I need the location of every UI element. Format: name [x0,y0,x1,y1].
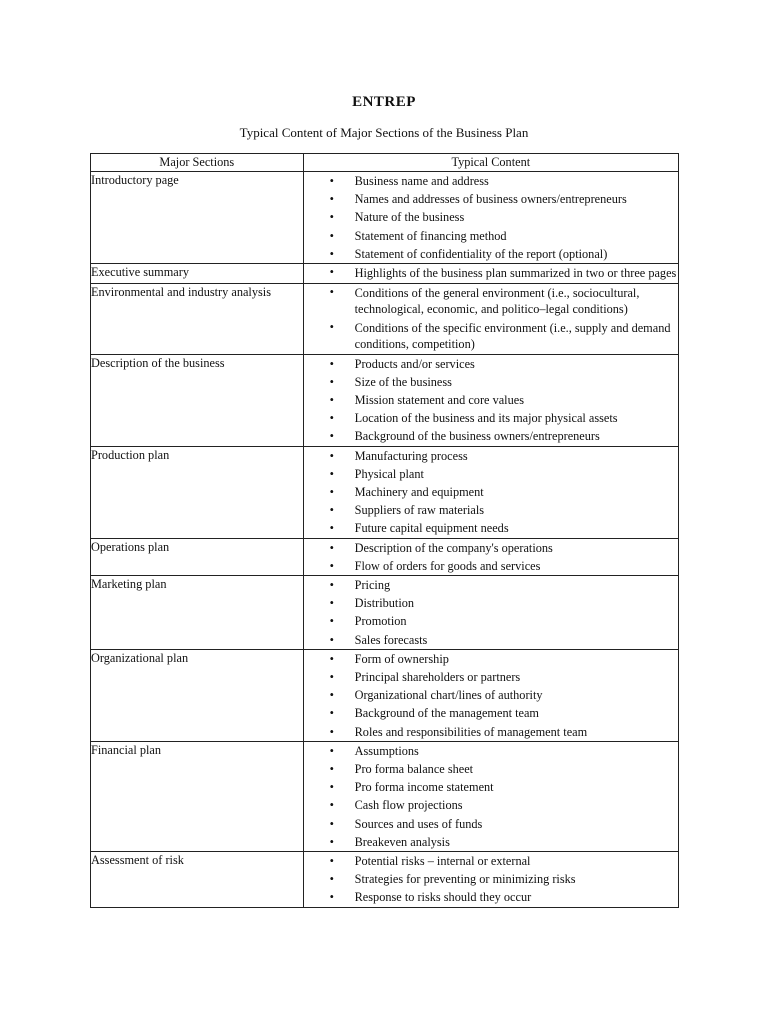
list-item: • Products and/or services [355,355,678,373]
list-item: • Promotion [355,612,678,630]
table-header-row [91,154,679,172]
section-name: Organizational plan [91,649,304,741]
content-list [304,852,678,907]
list-item: • Flow of orders for goods and services [355,557,678,575]
list-item: • Form of ownership [355,650,678,668]
section-content [303,538,678,575]
content-list [304,172,678,263]
table-row [91,354,679,446]
list-item: • Business name and address [355,172,678,190]
list-item: • Background of the business owners/entrepreneurs [355,427,678,445]
table-row [91,446,679,538]
content-list [304,284,678,354]
content-list [304,742,678,851]
document-subtitle: Typical Content of Major Sections of the Business Plan [239,125,529,140]
table-row [91,741,679,851]
section-name: Environmental and industry analysis [91,283,304,354]
list-item: • Pro forma income statement [355,778,678,796]
section-content [303,649,678,741]
section-content [303,852,678,908]
section-content [303,264,678,284]
column-header-major-sections: Major Sections [91,154,304,172]
list-item: • Location of the business and its major physical assets [355,409,678,427]
list-item: • Physical plant [355,465,678,483]
list-item: • Manufacturing process [355,447,678,465]
list-item: • Breakeven analysis [355,833,678,851]
content-list [304,355,678,446]
section-name: Executive summary [91,264,304,284]
list-item: • Size of the business [355,373,678,391]
business-plan-table [90,153,679,908]
table-row [91,538,679,575]
list-item: • Nature of the business [355,208,678,226]
content-list [304,264,678,283]
list-item: • Distribution [355,594,678,612]
list-item: • Suppliers of raw materials [355,501,678,519]
table-row [91,649,679,741]
section-name: Operations plan [91,538,304,575]
table-row [91,172,679,264]
list-item: • Assumptions [355,742,678,760]
table-row [91,264,679,284]
content-list [304,447,678,538]
list-item: • Cash flow projections [355,796,678,814]
list-item: • Future capital equipment needs [355,519,678,537]
section-name: Financial plan [91,741,304,851]
section-content [303,172,678,264]
section-name: Introductory page [91,172,304,264]
section-name: Marketing plan [91,575,304,649]
section-content [303,354,678,446]
list-item: • Description of the company's operations [355,539,678,557]
list-item: • Pricing [355,576,678,594]
list-item: • Pro forma balance sheet [355,760,678,778]
table-row [91,852,679,908]
section-name: Production plan [91,446,304,538]
section-name: Description of the business [91,354,304,446]
list-item: • Machinery and equipment [355,483,678,501]
list-item: • Statement of confidentiality of the report (optional) [355,245,678,263]
list-item: • Conditions of the specific environment (i.e., supply and demand conditions, competition) [355,319,678,354]
list-item: • Mission statement and core values [355,391,678,409]
list-item: • Background of the management team [355,704,678,722]
section-content [303,283,678,354]
list-item: • Sources and uses of funds [355,815,678,833]
section-content [303,741,678,851]
list-item: • Names and addresses of business owners/entrepreneurs [355,190,678,208]
list-item: • Potential risks – internal or external [355,852,678,870]
list-item: • Sales forecasts [355,631,678,649]
list-item: • Statement of financing method [355,227,678,245]
section-content [303,446,678,538]
table-row [91,575,679,649]
list-item: • Highlights of the business plan summarized in two or three pages [355,264,678,283]
content-list [304,576,678,649]
list-item: • Roles and responsibilities of management team [355,723,678,741]
list-item: • Organizational chart/lines of authority [355,686,678,704]
document-heading: ENTREP [352,94,416,110]
content-list [304,539,678,575]
list-item: • Strategies for preventing or minimizing risks [355,870,678,888]
list-item: • Principal shareholders or partners [355,668,678,686]
content-list [304,650,678,741]
table-row [91,283,679,354]
list-item: • Conditions of the general environment (i.e., sociocultural, technological, economic, and politico–legal conditions) [355,284,678,319]
section-content [303,575,678,649]
section-name: Assessment of risk [91,852,304,908]
column-header-typical-content: Typical Content [303,154,678,172]
list-item: • Response to risks should they occur [355,888,678,906]
